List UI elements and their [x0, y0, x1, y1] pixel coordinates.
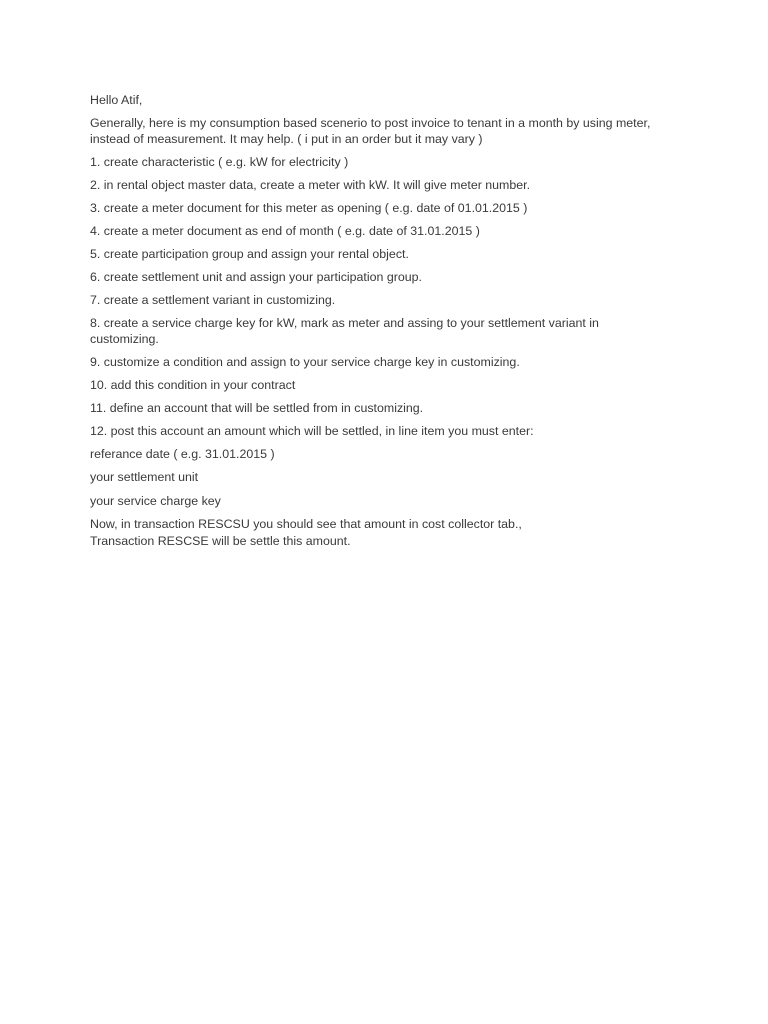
closing-line-1: Now, in transaction RESCSU you should see that amount in cost collector tab.,: [90, 516, 522, 531]
step-12: 12. post this account an amount which will be settled, in line item you must enter:: [90, 424, 534, 439]
step-8: 8. create a service charge key for kW, mark as meter and assing to your settlement variant in customizing.: [90, 316, 599, 346]
step-5: 5. create participation group and assign your rental object.: [90, 247, 409, 262]
field-settlement-unit: your settlement unit: [90, 470, 199, 485]
greeting: Hello Atif,: [90, 93, 143, 107]
step-7: 7. create a settlement variant in customizing.: [90, 293, 336, 308]
step-6: 6. create settlement unit and assign your participation group.: [90, 270, 422, 285]
closing-line-2: Transaction RESCSE will be settle this amount.: [90, 534, 351, 549]
intro-paragraph: Generally, here is my consumption based scenerio to post invoice to tenant in a month by using meter, instead of measurement. It may help. ( i put in an order but it may vary ): [90, 116, 651, 146]
field-service-charge-key: your service charge key: [90, 493, 221, 508]
line-item-fields: [90, 447, 670, 509]
step-10: 10. add this condition in your contract: [90, 378, 296, 393]
step-3: 3. create a meter document for this meter as opening ( e.g. date of 01.01.2015 ): [90, 200, 528, 215]
step-1: 1. create characteristic ( e.g. kW for electricity ): [90, 154, 349, 169]
document-body: [90, 93, 670, 557]
field-reference-date: referance date ( e.g. 31.01.2015 ): [90, 447, 275, 462]
step-4: 4. create a meter document as end of month ( e.g. date of 31.01.2015 ): [90, 223, 480, 238]
step-11: 11. define an account that will be settled from in customizing.: [90, 401, 424, 416]
step-9: 9. customize a condition and assign to your service charge key in customizing.: [90, 354, 520, 369]
closing-notes: [90, 517, 670, 550]
step-2: 2. in rental object master data, create a meter with kW. It will give meter number.: [90, 177, 531, 192]
steps-list: [90, 155, 670, 440]
